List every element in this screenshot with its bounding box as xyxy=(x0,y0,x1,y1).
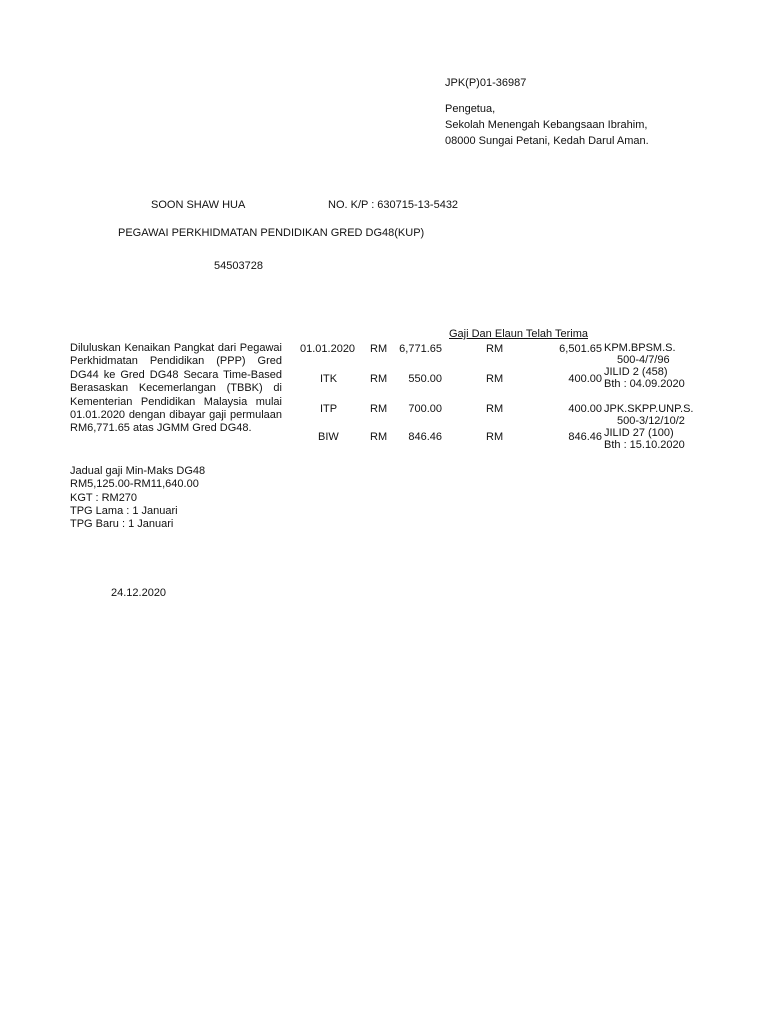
recipient-line: 08000 Sungai Petani, Kedah Darul Aman. xyxy=(445,135,649,147)
row-received-currency: RM xyxy=(486,343,504,355)
row-label: ITP xyxy=(320,403,338,415)
schedule-line: RM5,125.00-RM11,640.00 xyxy=(70,478,199,491)
reference-note: 500-3/12/10/2 xyxy=(617,415,685,427)
promotion-description: Diluluskan Kenaikan Pangkat dari Pegawai Perkhidmatan Pendidikan (PPP) Gred DG44 ke Gred DG48 Secara Time-Based Berasaskan Kecemerlangan (TBBK) di Kementerian Pendidikan Malaysia mulai 01.01.2020 dengan dibayar gaji permulaan RM6,771.65 atas JGMM Gred DG48. xyxy=(70,342,282,435)
row-received-amount: 400.00 xyxy=(568,403,602,415)
reference-note: JPK.SKPP.UNP.S. xyxy=(604,403,694,415)
reference-number: JPK(P)01-36987 xyxy=(445,77,527,89)
row-amount: 6,771.65 xyxy=(399,343,442,355)
reference-note: JILID 2 (458) xyxy=(604,366,668,378)
reference-note: KPM.BPSM.S. xyxy=(604,342,676,354)
row-received-amount: 846.46 xyxy=(568,431,602,443)
document-date: 24.12.2020 xyxy=(111,587,167,599)
row-received-amount: 400.00 xyxy=(568,373,602,385)
row-received-currency: RM xyxy=(486,431,504,443)
officer-number: 54503728 xyxy=(214,260,263,272)
row-label: BIW xyxy=(318,431,339,443)
row-amount: 846.46 xyxy=(408,431,442,443)
row-currency: RM xyxy=(370,403,388,415)
officer-ic: NO. K/P : 630715-13-5432 xyxy=(328,199,459,211)
recipient-line: Sekolah Menengah Kebangsaan Ibrahim, xyxy=(445,119,648,131)
row-currency: RM xyxy=(370,431,388,443)
row-label: ITK xyxy=(320,373,338,385)
reference-note: JILID 27 (100) xyxy=(604,427,674,439)
row-received-currency: RM xyxy=(486,403,504,415)
row-received-currency: RM xyxy=(486,373,504,385)
schedule-line: Jadual gaji Min-Maks DG48 xyxy=(70,465,206,477)
row-currency: RM xyxy=(370,373,388,385)
row-currency: RM xyxy=(370,343,388,355)
schedule-line: TPG Baru : 1 Januari xyxy=(70,518,174,531)
schedule-line: KGT : RM270 xyxy=(70,491,138,504)
schedule-line: TPG Lama : 1 Januari xyxy=(70,504,178,517)
row-received-amount: 6,501.65 xyxy=(559,343,602,355)
salary-schedule xyxy=(70,465,205,531)
reference-note: 500-4/7/96 xyxy=(617,354,670,366)
officer-name: SOON SHAW HUA xyxy=(151,199,246,211)
reference-note: Bth : 04.09.2020 xyxy=(604,378,685,390)
row-label: 01.01.2020 xyxy=(300,343,356,355)
officer-position: PEGAWAI PERKHIDMATAN PENDIDIKAN GRED DG48(KUP) xyxy=(118,227,425,239)
row-amount: 550.00 xyxy=(408,373,442,385)
row-amount: 700.00 xyxy=(408,403,442,415)
recipient-address xyxy=(445,103,649,151)
recipient-line: Pengetua, xyxy=(445,103,496,115)
reference-note: Bth : 15.10.2020 xyxy=(604,439,685,451)
received-heading: Gaji Dan Elaun Telah Terima xyxy=(449,328,589,340)
